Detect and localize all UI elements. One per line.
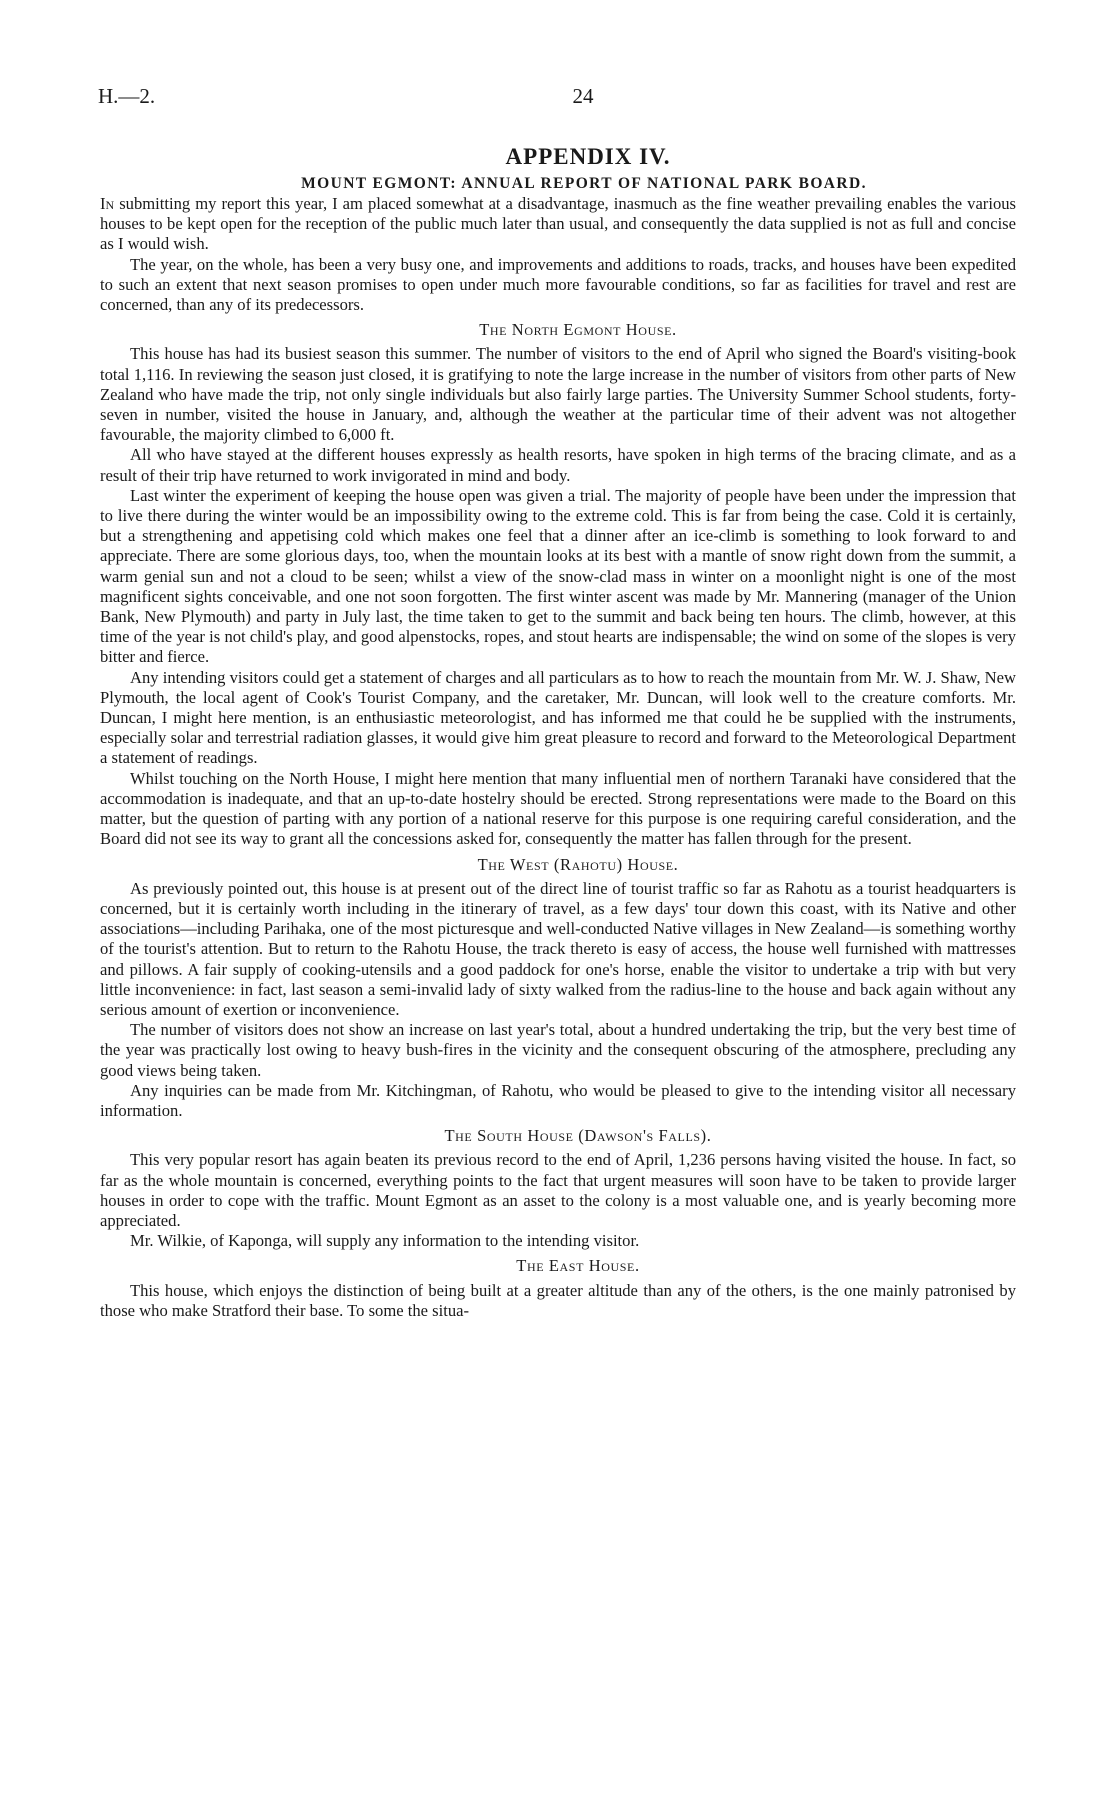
appendix-title: APPENDIX IV. [505, 144, 671, 169]
page-body [100, 142, 1016, 1321]
north-paragraph-3: Last winter the experiment of keeping the house open was given a trial. The majority of people have been under the impression that to live there during the winter would be an impossibility owing to the extreme cold. This is far from being the case. Cold it is certainly, but a strengthening and appetising cold which makes one feel that a dinner after an ice-climb is something to look forward to and appreciate. There are some glorious days, too, when the mountain looks at its best with a mantle of snow right down from the summit, a warm genial sun and not a cloud to be seen; whilst a view of the snow-clad mass in winter on a moonlight night is one of the most magnificent sights conceivable, and one not soon forgotten. The first winter ascent was made by Mr. Mannering (manager of the Union Bank, New Plymouth) and party in July last, the time taken to get to the summit and back being ten hours. The climb, however, at this time of the year is not child's play, and good alpenstocks, ropes, and stout hearts are indispensable; the wind on some of the slopes is very bitter and fierce. [100, 485, 1016, 667]
section-heading-north-egmont: The North Egmont House. [479, 320, 677, 340]
intro-paragraph-1-text: submitting my report this year, I am placed somewhat at a disadvantage, inasmuch as the fine weather prevailing enables the various houses to be kept open for the reception of the public much later than usual, and consequently the data supplied is not as full and concise as I would wish. [100, 194, 1016, 254]
west-paragraph-1: As previously pointed out, this house is at present out of the direct line of tourist traffic so far as Rahotu as a tourist headquarters is concerned, but it is certainly worth including in the itinerary of travel, as a few days' tour down this coast, with its Native and other associations—including Parihaka, one of the most picturesque and well-conducted Native villages in New Zealand—is something worthy of the tourist's attention. But to return to the Rahotu House, the track thereto is easy of access, the house well furnished with mattresses and pillows. A fair supply of cooking-utensils and a good paddock for one's horse, enable the visitor to undertake a trip with but very little inconvenience: in fact, last season a semi-invalid lady of sixty walked from the radius-line to the house and back again without any serious amount of exertion or inconvenience. [100, 878, 1016, 1019]
section-heading-east-house: The East House. [516, 1256, 640, 1276]
west-paragraph-2: The number of visitors does not show an increase on last year's total, about a hundred undertaking the trip, but the very best time of the year was practically lost owing to heavy bush-fires in the vicinity and the consequent obscuring of the atmosphere, precluding any good views being taken. [100, 1020, 1016, 1080]
west-paragraph-3: Any inquiries can be made from Mr. Kitchingman, of Rahotu, who would be pleased to give to the intending visitor all necessary information. [100, 1080, 1016, 1120]
intro-lead-word: In [100, 194, 115, 213]
east-paragraph-1: This house, which enjoys the distinction of being built at a greater altitude than any of the others, is the one mainly patronised by those who make Stratford their base. To some the situa- [100, 1280, 1016, 1320]
north-paragraph-2: All who have stayed at the different houses expressly as health resorts, have spoken in high terms of the bracing climate, and as a result of their trip have returned to work invigorated in mind and body. [100, 445, 1016, 485]
north-paragraph-4: Any intending visitors could get a statement of charges and all particulars as to how to reach the mountain from Mr. W. J. Shaw, New Plymouth, the local agent of Cook's Tourist Company, and the caretaker, Mr. Duncan, will look well to the creature comforts. Mr. Duncan, I might here mention, is an enthusiastic meteorologist, and has informed me that could he be supplied with the instruments, especially solar and terrestrial radiation glasses, it would give him great pleasure to record and forward to the Meteorological Department a statement of readings. [100, 667, 1016, 768]
south-paragraph-2: Mr. Wilkie, of Kaponga, will supply any information to the intending visitor. [130, 1231, 640, 1251]
section-heading-west-rahotu: The West (Rahotu) House. [477, 854, 679, 874]
intro-paragraph-1 [100, 194, 1016, 255]
intro-paragraph-2: The year, on the whole, has been a very busy one, and improvements and additions to roads, tracks, and houses have been expedited to such an extent that next season promises to open under much more favourable conditions, so far as facilities for travel and rest are concerned, than any of its predecessors. [100, 254, 1016, 315]
south-paragraph-1: This very popular resort has again beaten its previous record to the end of April, 1,236 persons having visited the house. In fact, so far as the whole mountain is concerned, everything points to the fact that urgent measures will soon have to be taken to provide larger houses in order to cope with the traffic. Mount Egmont as an asset to the colony is a most valuable one, and is yearly becoming more appreciated. [100, 1150, 1016, 1230]
document-reference-code: H.—2. [98, 84, 156, 108]
running-head [98, 84, 1016, 112]
north-paragraph-5: Whilst touching on the North House, I might here mention that many influential men of northern Taranaki have considered that the accommodation is inadequate, and that an up-to-date hostelry should be erected. Strong representations were made to the Board on this matter, but the question of parting with any portion of a national reserve for this purpose is one requiring careful consideration, and the Board did not see its way to grant all the concessions asked for, consequently the matter has fallen through for the present. [100, 768, 1016, 849]
north-paragraph-1: This house has had its busiest season this summer. The number of visitors to the end of April who signed the Board's visiting-book total 1,116. In reviewing the season just closed, it is gratifying to note the large increase in the number of visitors from other parts of New Zealand who have made the trip, not only single individuals but also fairly large parties. The University Summer School students, forty-seven in number, visited the house in January, and, although the weather at the particular time of their advent was not altogether favourable, the majority climbed to 6,000 ft. [100, 344, 1016, 445]
report-title: MOUNT EGMONT: ANNUAL REPORT OF NATIONAL PARK BOARD. [301, 175, 867, 192]
section-heading-south-dawsons-falls: The South House (Dawson's Falls). [444, 1126, 712, 1146]
page-number: 24 [572, 84, 594, 108]
